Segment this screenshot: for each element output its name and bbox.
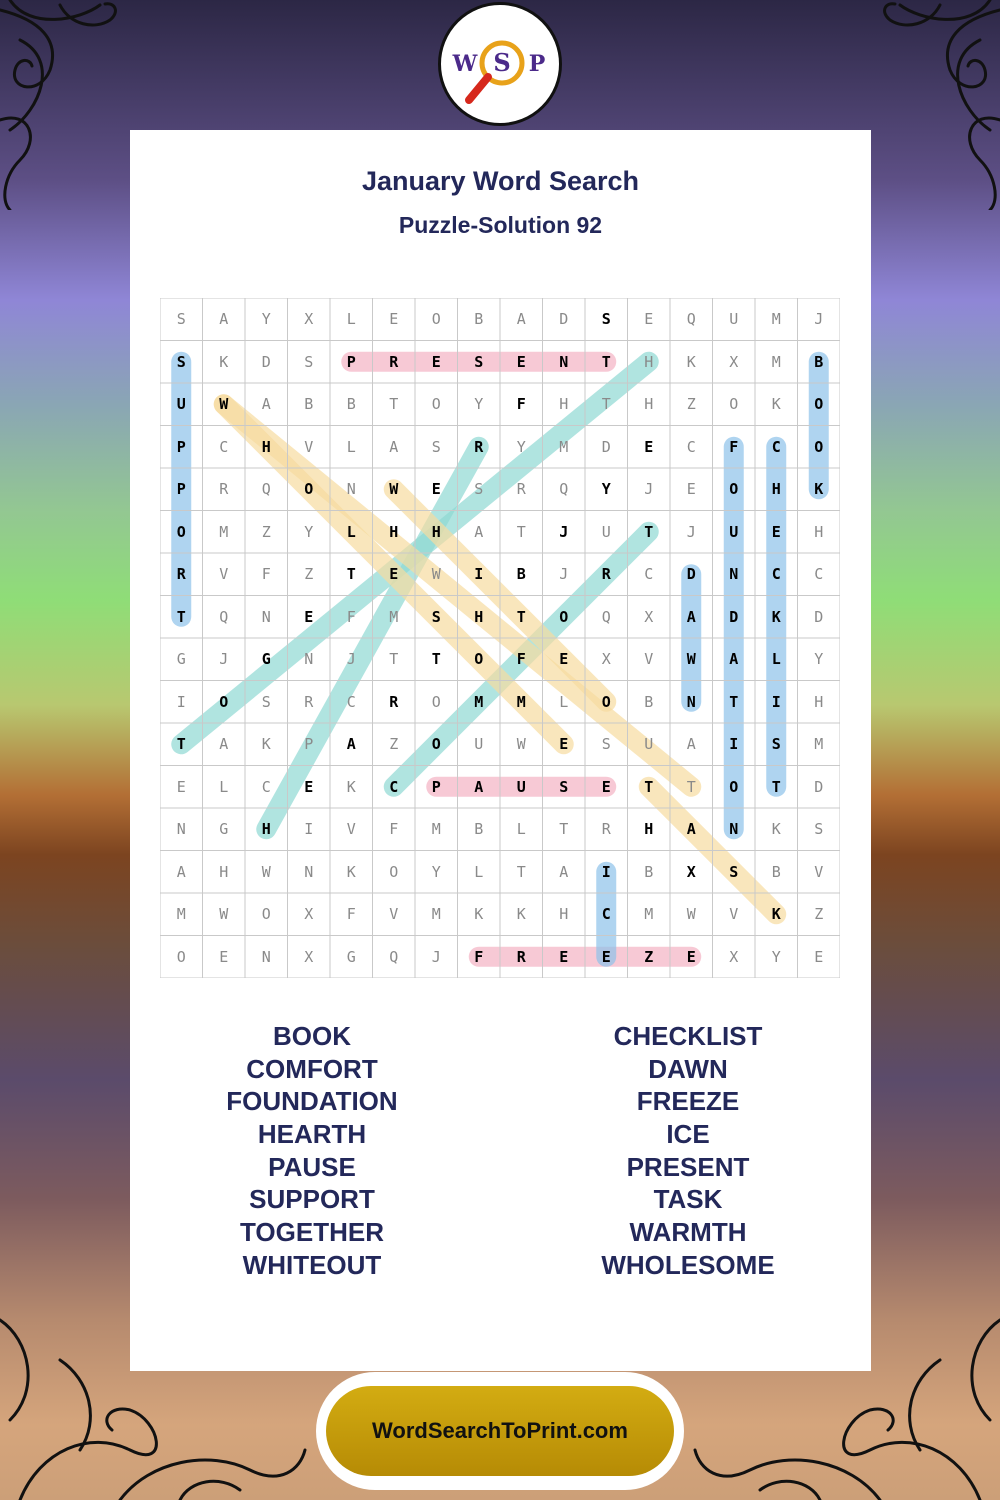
word-list-item: HEARTH xyxy=(257,1119,367,1150)
grid-cell[interactable]: U xyxy=(474,735,484,754)
logo-letter-p: P xyxy=(528,51,546,77)
grid-cell[interactable]: O xyxy=(431,735,441,754)
grid-cell[interactable]: D xyxy=(686,565,696,584)
grid-cell[interactable]: K xyxy=(771,395,781,414)
grid-cell[interactable]: E xyxy=(559,947,569,966)
grid-cell[interactable]: X xyxy=(729,352,739,371)
grid-cell[interactable]: O xyxy=(729,395,739,414)
grid-cell[interactable]: N xyxy=(176,820,186,839)
grid-cell[interactable]: H xyxy=(644,395,654,414)
grid-cell[interactable]: C xyxy=(686,437,696,456)
grid-cell[interactable]: M xyxy=(644,905,654,924)
grid-cell[interactable]: N xyxy=(346,480,356,499)
grid-cell[interactable]: A xyxy=(559,862,569,881)
grid-cell[interactable]: N xyxy=(304,862,314,881)
grid-cell[interactable]: T xyxy=(559,820,569,839)
grid-cell[interactable]: L xyxy=(219,777,229,796)
grid-cell[interactable]: O xyxy=(814,437,824,456)
logo-letter-s: S xyxy=(493,48,511,77)
word-list-right-column xyxy=(538,1020,838,1282)
grid-cell[interactable]: O xyxy=(431,310,441,329)
grid-cell[interactable]: R xyxy=(516,947,526,966)
grid-cell[interactable]: N xyxy=(559,352,569,371)
grid-cell[interactable]: S xyxy=(474,352,484,371)
grid-cell[interactable]: M xyxy=(219,522,229,541)
grid-cell[interactable]: V xyxy=(389,905,399,924)
grid-cell[interactable]: S xyxy=(814,820,824,839)
grid-cell[interactable]: Q xyxy=(601,607,611,626)
grid-cell[interactable]: X xyxy=(304,905,314,924)
word-list-item: FOUNDATION xyxy=(226,1086,398,1117)
grid-cell[interactable]: P xyxy=(176,437,186,456)
grid-cell[interactable]: H xyxy=(559,905,569,924)
grid-cell[interactable]: X xyxy=(601,650,611,669)
grid-cell[interactable]: T xyxy=(601,395,611,414)
grid-cell[interactable]: R xyxy=(389,352,399,371)
grid-cell[interactable]: T xyxy=(516,862,526,881)
grid-cell[interactable]: T xyxy=(431,650,441,669)
grid-cell[interactable]: Q xyxy=(219,607,229,626)
grid-cell[interactable]: E xyxy=(686,947,696,966)
grid-cell[interactable]: N xyxy=(304,650,314,669)
grid-cell[interactable]: C xyxy=(771,565,781,584)
grid-cell[interactable]: N xyxy=(261,607,271,626)
grid-cell[interactable]: K xyxy=(771,905,781,924)
grid-cell[interactable]: E xyxy=(814,947,824,966)
grid-cell[interactable]: H xyxy=(261,820,271,839)
grid-cell[interactable]: F xyxy=(346,905,356,924)
grid-cell[interactable]: X xyxy=(304,310,314,329)
grid-cell[interactable]: R xyxy=(304,692,314,711)
word-list-item: COMFORT xyxy=(246,1053,378,1084)
grid-cell[interactable]: T xyxy=(346,565,356,584)
grid-cell[interactable]: L xyxy=(346,310,356,329)
grid-cell[interactable]: C xyxy=(601,905,611,924)
letter-grid xyxy=(160,298,840,978)
grid-cell[interactable]: D xyxy=(814,607,824,626)
grid-cell[interactable]: K xyxy=(771,820,781,839)
grid-cell[interactable]: Y xyxy=(261,310,271,329)
grid-cell[interactable]: T xyxy=(389,395,399,414)
grid-cell[interactable]: I xyxy=(601,862,611,881)
grid-cell[interactable]: A xyxy=(729,650,739,669)
grid-cell[interactable]: O xyxy=(176,522,186,541)
word-list-item: CHECKLIST xyxy=(613,1021,763,1051)
grid-cell[interactable]: O xyxy=(304,480,314,499)
grid-cell[interactable]: M xyxy=(771,352,781,371)
grid-cell[interactable]: H xyxy=(219,862,229,881)
grid-cell[interactable]: M xyxy=(176,905,186,924)
grid-cell[interactable]: G xyxy=(261,650,271,669)
grid-cell[interactable]: H xyxy=(389,522,399,541)
grid-cell[interactable]: L xyxy=(346,437,356,456)
grid-cell[interactable]: F xyxy=(389,820,399,839)
grid-cell[interactable]: T xyxy=(644,777,654,796)
grid-cell[interactable]: W xyxy=(219,905,229,924)
grid-cell[interactable]: T xyxy=(601,352,611,371)
grid-cell[interactable]: T xyxy=(729,692,739,711)
grid-cell[interactable]: C xyxy=(389,777,399,796)
site-link-banner xyxy=(316,1372,684,1490)
grid-cell[interactable]: A xyxy=(516,310,526,329)
grid-cell[interactable]: F xyxy=(261,565,271,584)
grid-cell[interactable]: E xyxy=(176,777,186,796)
grid-cell[interactable]: T xyxy=(516,607,526,626)
grid-cell[interactable]: C xyxy=(814,565,824,584)
grid-cell[interactable]: R xyxy=(389,692,399,711)
grid-cell[interactable]: B xyxy=(644,862,654,881)
grid-cell[interactable]: B xyxy=(771,862,781,881)
page-title: January Word Search xyxy=(361,166,640,196)
grid-cell[interactable]: G xyxy=(219,820,229,839)
grid-cell[interactable]: D xyxy=(729,607,739,626)
grid-cell[interactable]: P xyxy=(431,777,441,796)
grid-cell[interactable]: E xyxy=(644,437,654,456)
grid-cell[interactable]: U xyxy=(516,777,526,796)
grid-cell[interactable]: W xyxy=(219,395,229,414)
grid-cell[interactable]: Z xyxy=(686,395,696,414)
grid-cell[interactable]: I xyxy=(729,735,739,754)
grid-cell[interactable]: Z xyxy=(304,565,314,584)
grid-cell[interactable]: B xyxy=(516,565,526,584)
grid-cell[interactable]: Z xyxy=(261,522,271,541)
grid-cell[interactable]: Q xyxy=(389,947,399,966)
grid-cell[interactable]: A xyxy=(474,777,484,796)
grid-cell[interactable]: N xyxy=(686,692,696,711)
grid-cell[interactable]: P xyxy=(304,735,314,754)
grid-cell[interactable]: J xyxy=(559,522,569,541)
grid-cell[interactable]: K xyxy=(219,352,229,371)
grid-cell[interactable]: J xyxy=(814,310,824,329)
grid-cell[interactable]: R xyxy=(601,565,611,584)
grid-cell[interactable]: O xyxy=(176,947,186,966)
grid-cell[interactable]: E xyxy=(219,947,229,966)
grid-cell[interactable]: M xyxy=(771,310,781,329)
grid-cell[interactable]: H xyxy=(814,692,824,711)
word-list-item: ICE xyxy=(666,1119,710,1150)
grid-cell[interactable]: T xyxy=(644,522,654,541)
grid-cell[interactable]: O xyxy=(389,862,399,881)
grid-cell[interactable]: S xyxy=(431,437,441,456)
word-list-item: SUPPORT xyxy=(249,1184,375,1215)
grid-cell[interactable]: O xyxy=(431,692,441,711)
grid-cell[interactable]: L xyxy=(559,692,569,711)
grid-cell[interactable]: H xyxy=(474,607,484,626)
grid-cell[interactable]: Z xyxy=(814,905,824,924)
grid-cell[interactable]: A xyxy=(686,607,696,626)
grid-cell[interactable]: B xyxy=(346,395,356,414)
grid-cell[interactable]: A xyxy=(389,437,399,456)
grid-cell[interactable]: I xyxy=(304,820,314,839)
grid-cell[interactable]: L xyxy=(346,522,356,541)
grid-cell[interactable]: M xyxy=(814,735,824,754)
grid-cell[interactable]: O xyxy=(431,395,441,414)
word-list-item: WARMTH xyxy=(629,1217,747,1248)
site-link-label: WordSearchToPrint.com xyxy=(372,1418,628,1443)
grid-cell[interactable]: W xyxy=(686,905,696,924)
grid-cell[interactable]: E xyxy=(389,310,399,329)
grid-cell[interactable]: A xyxy=(219,735,229,754)
grid-cell[interactable]: J xyxy=(559,565,569,584)
grid-cell[interactable]: S xyxy=(601,735,611,754)
grid-cell[interactable]: O xyxy=(814,395,824,414)
grid-cell[interactable]: S xyxy=(771,735,781,754)
grid-cell[interactable]: E xyxy=(559,650,569,669)
grid-cell[interactable]: Y xyxy=(474,395,484,414)
grid-cell[interactable]: K xyxy=(346,862,356,881)
grid-cell[interactable]: W xyxy=(516,735,526,754)
grid-cell[interactable]: C xyxy=(644,565,654,584)
grid-cell[interactable]: B xyxy=(474,310,484,329)
grid-cell[interactable]: B xyxy=(474,820,484,839)
grid-cell[interactable]: G xyxy=(176,650,186,669)
grid-cell[interactable]: V xyxy=(304,437,314,456)
grid-cell[interactable]: H xyxy=(261,437,271,456)
grid-cell[interactable]: X xyxy=(686,862,696,881)
grid-cell[interactable]: S xyxy=(601,310,611,329)
grid-cell[interactable]: I xyxy=(771,692,781,711)
grid-cell[interactable]: M xyxy=(474,692,484,711)
grid-cell[interactable]: J xyxy=(644,480,654,499)
grid-cell[interactable]: K xyxy=(814,480,824,499)
logo-letter-w: W xyxy=(452,51,478,77)
grid-cell[interactable]: O xyxy=(474,650,484,669)
grid-cell[interactable]: V xyxy=(814,862,824,881)
site-logo[interactable] xyxy=(438,2,562,126)
grid-cell[interactable]: Q xyxy=(559,480,569,499)
grid-cell[interactable]: O xyxy=(219,692,229,711)
grid-cell[interactable]: D xyxy=(261,352,271,371)
grid-cell[interactable]: V xyxy=(729,905,739,924)
grid-cell[interactable]: S xyxy=(559,777,569,796)
grid-cell[interactable]: T xyxy=(389,650,399,669)
grid-cell[interactable]: E xyxy=(644,310,654,329)
grid-cell[interactable]: W xyxy=(261,862,271,881)
grid-cell[interactable]: Q xyxy=(686,310,696,329)
grid-cell[interactable]: T xyxy=(176,607,186,626)
grid-cell[interactable]: E xyxy=(304,777,314,796)
grid-cell[interactable]: C xyxy=(346,692,356,711)
grid-cell[interactable]: D xyxy=(601,437,611,456)
grid-cell[interactable]: B xyxy=(644,692,654,711)
grid-cell[interactable]: A xyxy=(346,735,356,754)
grid-cell[interactable]: A xyxy=(474,522,484,541)
grid-cell[interactable]: S xyxy=(176,310,186,329)
site-link-button[interactable] xyxy=(326,1386,674,1476)
grid-cell[interactable]: M xyxy=(516,692,526,711)
grid-cell[interactable]: H xyxy=(771,480,781,499)
grid-cell[interactable]: R xyxy=(474,437,484,456)
grid-cell[interactable]: C xyxy=(261,777,271,796)
grid-cell[interactable]: Z xyxy=(644,947,654,966)
grid-cell[interactable]: T xyxy=(176,735,186,754)
puzzle-sheet xyxy=(130,130,871,1371)
grid-cell[interactable]: H xyxy=(644,820,654,839)
grid-cell[interactable]: O xyxy=(601,692,611,711)
grid-cell[interactable]: M xyxy=(559,437,569,456)
grid-cell[interactable]: K xyxy=(474,905,484,924)
grid-cell[interactable]: E xyxy=(686,480,696,499)
grid-cell[interactable]: S xyxy=(729,862,739,881)
grid-cell[interactable]: L xyxy=(771,650,781,669)
grid-cell[interactable]: K xyxy=(771,607,781,626)
grid-cell[interactable]: N xyxy=(261,947,271,966)
grid-cell[interactable]: E xyxy=(771,522,781,541)
grid-cell[interactable]: L xyxy=(474,862,484,881)
word-list-item: FREEZE xyxy=(636,1086,740,1117)
grid-cell[interactable]: A xyxy=(686,735,696,754)
grid-cell[interactable]: F xyxy=(729,437,739,456)
word-list-item: PAUSE xyxy=(268,1151,356,1182)
grid-cell[interactable]: I xyxy=(176,692,186,711)
grid-cell[interactable]: T xyxy=(686,777,696,796)
grid-cell[interactable]: K xyxy=(516,905,526,924)
grid-cell[interactable]: I xyxy=(474,565,484,584)
grid-cell[interactable]: B xyxy=(814,352,824,371)
grid-cell[interactable]: Z xyxy=(389,735,399,754)
grid-cell[interactable]: W xyxy=(686,650,696,669)
word-list-item: TOGETHER xyxy=(240,1217,384,1248)
grid-cell[interactable]: F xyxy=(474,947,484,966)
grid-cell[interactable]: Y xyxy=(516,437,526,456)
grid-cell[interactable]: H xyxy=(559,395,569,414)
grid-cell[interactable]: O xyxy=(729,480,739,499)
grid-cell[interactable]: R xyxy=(516,480,526,499)
grid-cell[interactable]: E xyxy=(431,352,441,371)
grid-cell[interactable]: G xyxy=(346,947,356,966)
grid-cell[interactable]: C xyxy=(219,437,229,456)
word-list-item: DAWN xyxy=(648,1053,728,1084)
magnifier-logo-icon xyxy=(441,5,559,123)
grid-cell[interactable]: T xyxy=(771,777,781,796)
grid-cell[interactable]: S xyxy=(176,352,186,371)
word-list-item: WHOLESOME xyxy=(601,1249,775,1280)
grid-cell[interactable]: F xyxy=(346,607,356,626)
grid-cell[interactable]: U xyxy=(729,522,739,541)
grid-cell[interactable]: E xyxy=(601,947,611,966)
grid-cell[interactable]: S xyxy=(304,352,314,371)
grid-cell[interactable]: U xyxy=(644,735,654,754)
grid-cell[interactable]: O xyxy=(559,607,569,626)
grid-cell[interactable]: V xyxy=(346,820,356,839)
grid-cell[interactable]: Y xyxy=(771,947,781,966)
grid-cell[interactable]: V xyxy=(644,650,654,669)
grid-cell[interactable]: N xyxy=(729,820,739,839)
corner-ornament-top-left xyxy=(0,0,140,210)
grid-cell[interactable]: X xyxy=(729,947,739,966)
grid-cell[interactable]: K xyxy=(686,352,696,371)
grid-cell[interactable]: J xyxy=(431,947,441,966)
grid-cell[interactable]: M xyxy=(431,905,441,924)
grid-cell[interactable]: U xyxy=(729,310,739,329)
grid-cell[interactable]: U xyxy=(176,395,186,414)
word-list-item: BOOK xyxy=(273,1021,351,1051)
grid-cell[interactable]: A xyxy=(176,862,186,881)
grid-cell[interactable]: D xyxy=(559,310,569,329)
grid-cell[interactable]: E xyxy=(389,565,399,584)
grid-cell[interactable]: U xyxy=(601,522,611,541)
grid-cell[interactable]: F xyxy=(516,395,526,414)
grid-cell[interactable]: H xyxy=(644,352,654,371)
grid-cell[interactable]: J xyxy=(219,650,229,669)
grid-cell[interactable]: M xyxy=(389,607,399,626)
grid-cell[interactable]: O xyxy=(261,905,271,924)
grid-cell[interactable]: R xyxy=(601,820,611,839)
grid-cell[interactable]: A xyxy=(261,395,271,414)
grid-cell[interactable]: H xyxy=(431,522,441,541)
grid-cell[interactable]: Y xyxy=(814,650,824,669)
grid-cell[interactable]: V xyxy=(219,565,229,584)
grid-cell[interactable]: K xyxy=(261,735,271,754)
page-subtitle: Puzzle-Solution 92 xyxy=(398,212,603,238)
grid-cell[interactable]: W xyxy=(389,480,399,499)
grid-cell[interactable]: Q xyxy=(261,480,271,499)
grid-cell[interactable]: E xyxy=(431,480,441,499)
grid-cell[interactable]: X xyxy=(644,607,654,626)
grid-cell[interactable]: E xyxy=(559,735,569,754)
grid-cell[interactable]: S xyxy=(431,607,441,626)
grid-cell[interactable]: X xyxy=(304,947,314,966)
grid-cell[interactable]: Y xyxy=(304,522,314,541)
grid-cell[interactable]: J xyxy=(346,650,356,669)
grid-cell[interactable]: O xyxy=(729,777,739,796)
grid-cell[interactable]: K xyxy=(346,777,356,796)
grid-cell[interactable]: S xyxy=(261,692,271,711)
word-list-item: TASK xyxy=(653,1184,723,1215)
grid-cell[interactable]: R xyxy=(219,480,229,499)
grid-cell[interactable]: W xyxy=(431,565,441,584)
grid-cell[interactable]: E xyxy=(304,607,314,626)
grid-cell[interactable]: L xyxy=(516,820,526,839)
grid-cell[interactable]: P xyxy=(346,352,356,371)
grid-cell[interactable]: A xyxy=(219,310,229,329)
word-list-left-column xyxy=(162,1020,462,1282)
word-list-item: PRESENT xyxy=(626,1151,750,1182)
grid-cell[interactable]: D xyxy=(814,777,824,796)
grid-cell[interactable]: T xyxy=(516,522,526,541)
grid-cell[interactable]: Y xyxy=(601,480,611,499)
grid-cell[interactable]: B xyxy=(304,395,314,414)
grid-cell[interactable]: S xyxy=(474,480,484,499)
grid-cell[interactable]: E xyxy=(516,352,526,371)
grid-cell[interactable]: P xyxy=(176,480,186,499)
grid-cell[interactable]: C xyxy=(771,437,781,456)
grid-cell[interactable]: Y xyxy=(431,862,441,881)
grid-cell[interactable]: J xyxy=(686,522,696,541)
word-list-item: WHITEOUT xyxy=(242,1249,382,1280)
grid-cell[interactable]: E xyxy=(601,777,611,796)
corner-ornament-top-right xyxy=(860,0,1000,210)
grid-cell[interactable]: A xyxy=(686,820,696,839)
grid-cell[interactable]: N xyxy=(729,565,739,584)
grid-cell[interactable]: M xyxy=(431,820,441,839)
grid-cell[interactable]: R xyxy=(176,565,186,584)
grid-cell[interactable]: F xyxy=(516,650,526,669)
grid-cell[interactable]: H xyxy=(814,522,824,541)
